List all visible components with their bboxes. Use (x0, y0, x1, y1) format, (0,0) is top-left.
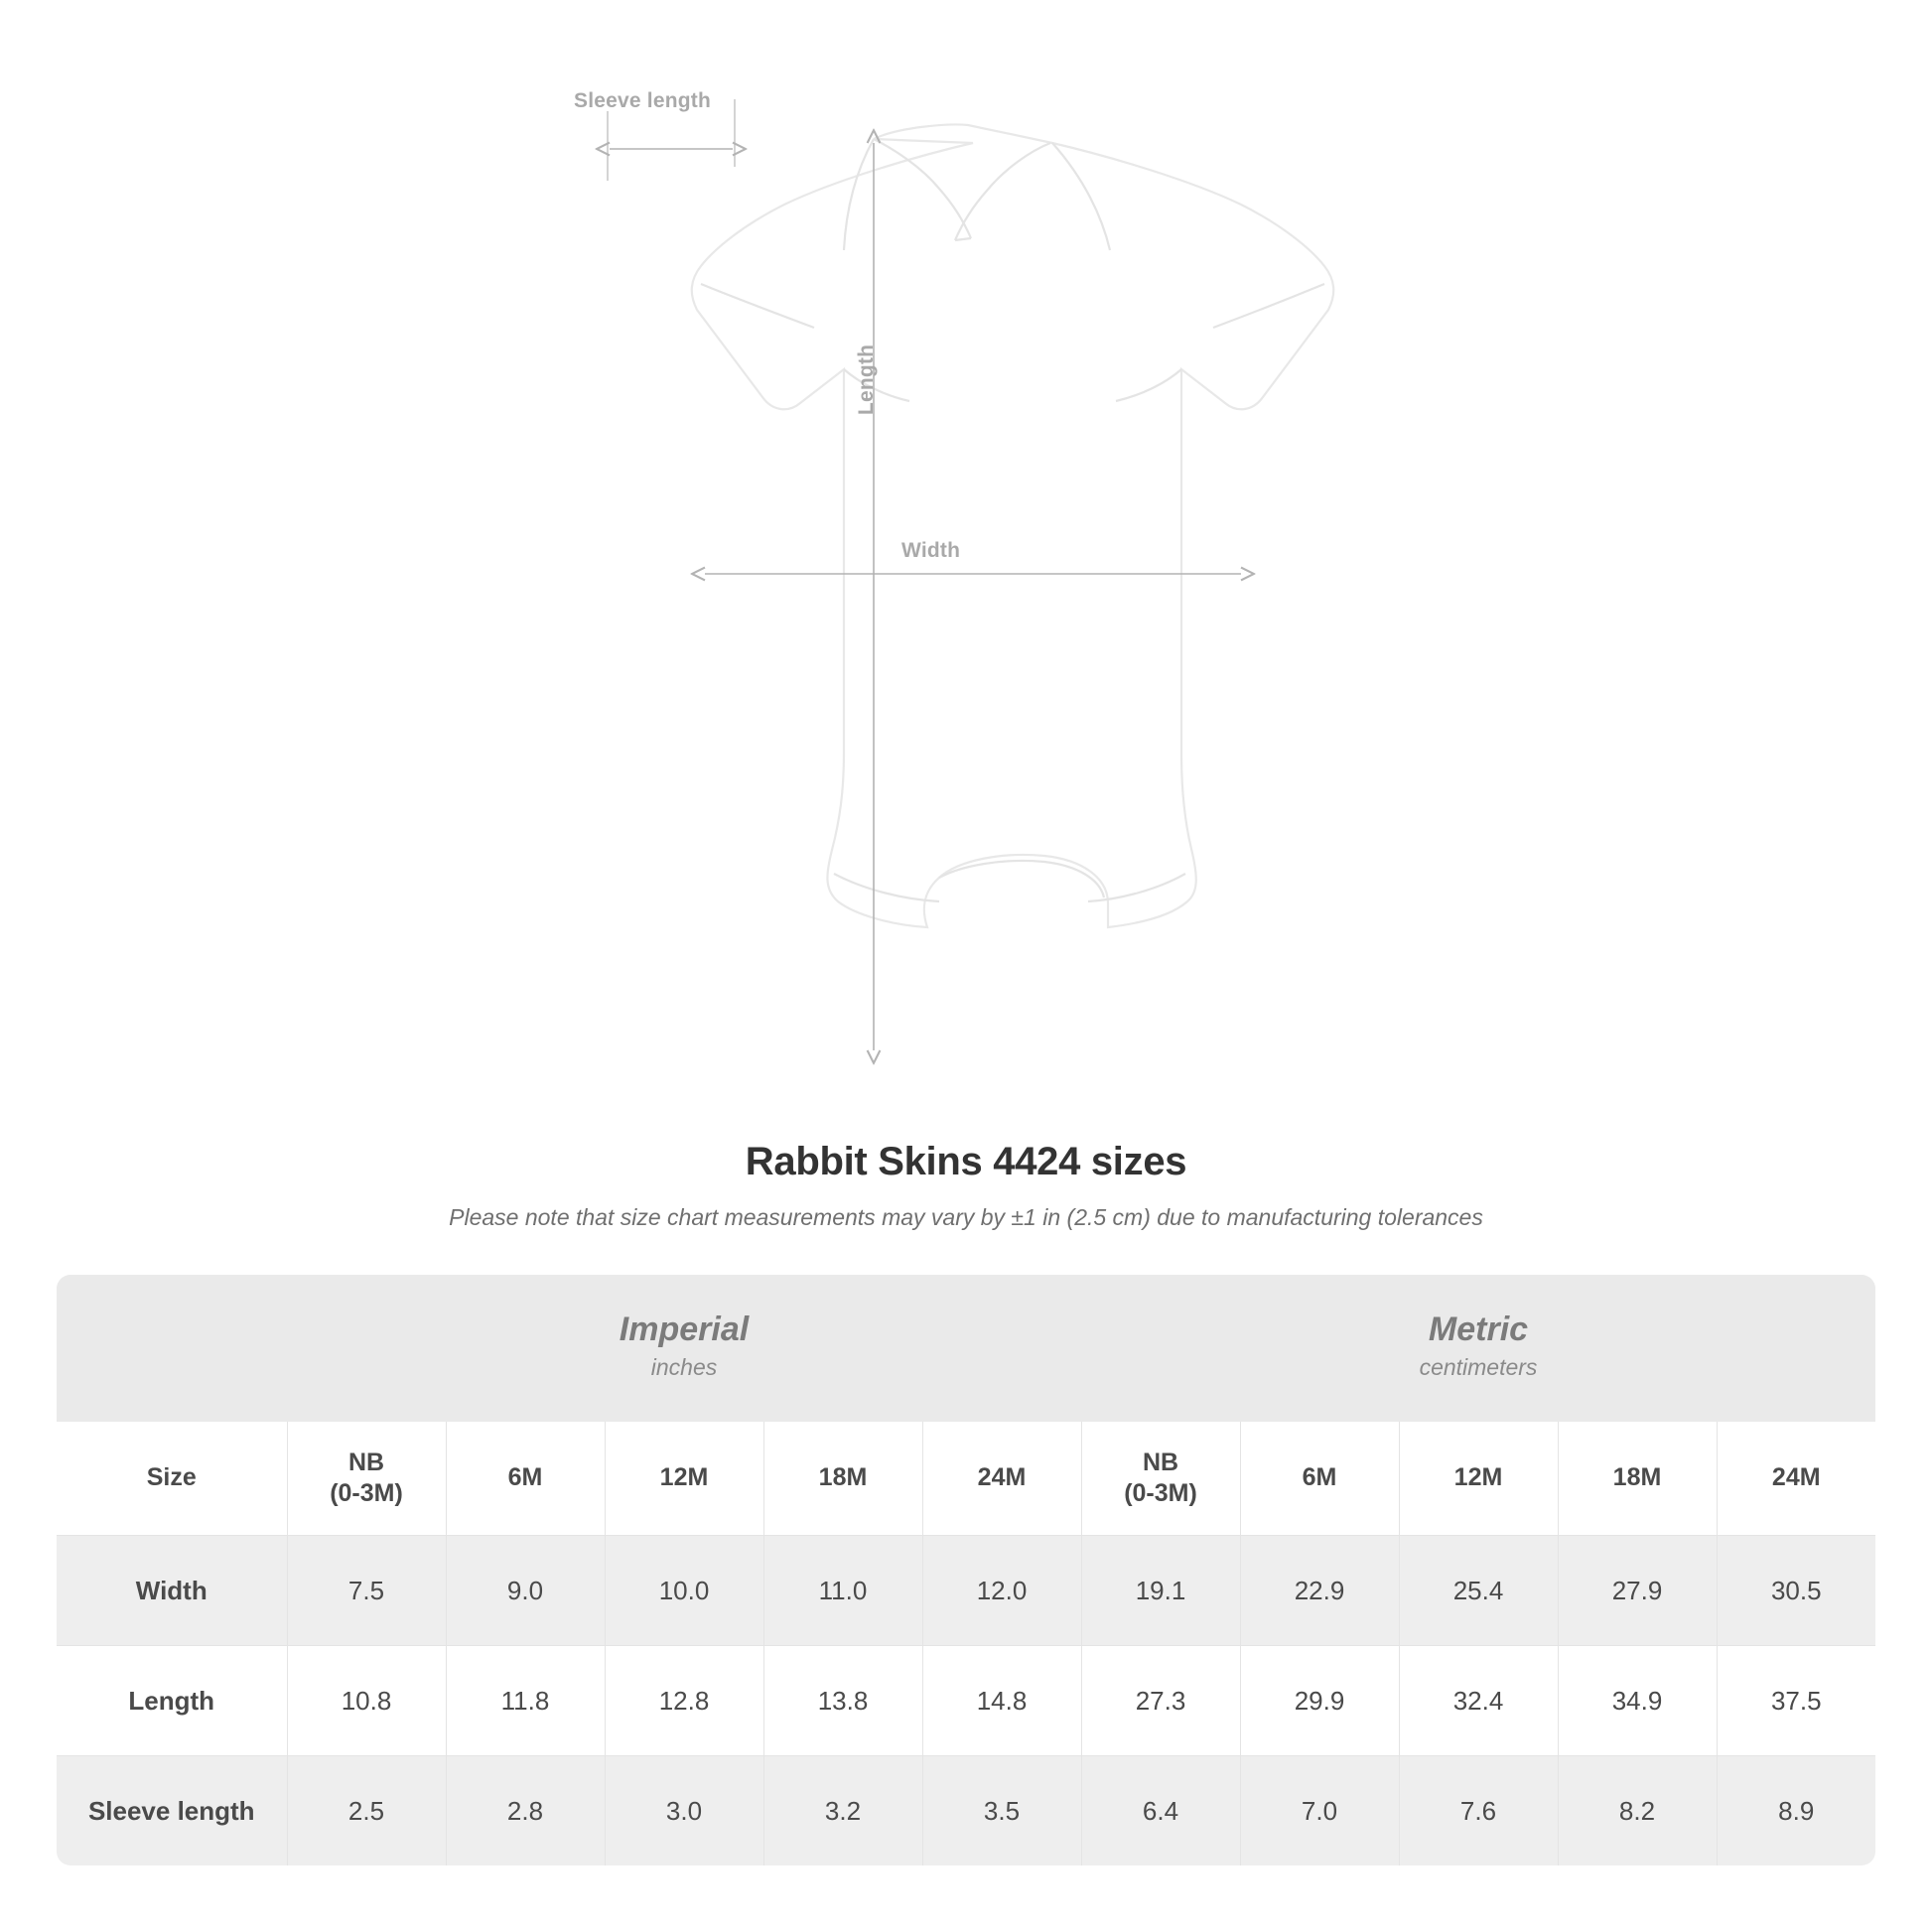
cell-sleeve-metric-24m: 8.9 (1717, 1756, 1875, 1866)
unit-group-metric-name: Metric (1428, 1311, 1529, 1349)
bodysuit-shape (692, 125, 1333, 927)
cell-sleeve-imperial-18m: 3.2 (763, 1756, 922, 1866)
cell-sleeve-imperial-nb: 2.5 (287, 1756, 446, 1866)
unit-group-imperial (287, 1275, 1081, 1422)
heading-block (0, 1140, 1932, 1231)
cell-width-metric-nb: 19.1 (1081, 1536, 1240, 1646)
cell-width-imperial-12m: 10.0 (605, 1536, 763, 1646)
header-metric-12m: 12M (1399, 1422, 1558, 1536)
cell-length-imperial-24m: 14.8 (922, 1646, 1081, 1756)
cell-sleeve-imperial-24m: 3.5 (922, 1756, 1081, 1866)
cell-length-imperial-18m: 13.8 (763, 1646, 922, 1756)
header-metric-nb (1081, 1422, 1240, 1536)
tolerance-note: Please note that size chart measurements may vary by ±1 in (2.5 cm) due to manufacturing tolerances (449, 1204, 1483, 1230)
cell-length-metric-24m: 37.5 (1717, 1646, 1875, 1756)
cell-length-metric-6m: 29.9 (1240, 1646, 1399, 1756)
header-imperial-nb-sub: (0-3M) (330, 1479, 403, 1507)
cell-width-metric-12m: 25.4 (1399, 1536, 1558, 1646)
page-title: Rabbit Skins 4424 sizes (745, 1140, 1187, 1183)
unit-header-spacer (57, 1275, 287, 1422)
header-size: Size (57, 1422, 287, 1536)
header-imperial-6m: 6M (446, 1422, 605, 1536)
cell-length-imperial-12m: 12.8 (605, 1646, 763, 1756)
cell-width-metric-18m: 27.9 (1558, 1536, 1717, 1646)
header-metric-nb-main: NB (1142, 1448, 1179, 1476)
cell-width-imperial-24m: 12.0 (922, 1536, 1081, 1646)
header-metric-18m: 18M (1558, 1422, 1717, 1536)
column-header-row (57, 1422, 1875, 1536)
row-label-sleeve-length: Sleeve length (57, 1756, 287, 1866)
header-imperial-12m: 12M (605, 1422, 763, 1536)
header-metric-24m: 24M (1717, 1422, 1875, 1536)
unit-group-metric-sub: centimeters (1419, 1354, 1538, 1381)
cell-sleeve-metric-nb: 6.4 (1081, 1756, 1240, 1866)
header-metric-6m: 6M (1240, 1422, 1399, 1536)
header-imperial-18m: 18M (763, 1422, 922, 1536)
cell-sleeve-metric-18m: 8.2 (1558, 1756, 1717, 1866)
cell-sleeve-imperial-6m: 2.8 (446, 1756, 605, 1866)
table-row (57, 1646, 1875, 1756)
cell-sleeve-metric-6m: 7.0 (1240, 1756, 1399, 1866)
cell-length-imperial-6m: 11.8 (446, 1646, 605, 1756)
table-row (57, 1756, 1875, 1866)
size-chart-table (57, 1275, 1875, 1865)
header-imperial-nb-main: NB (347, 1448, 385, 1476)
cell-length-metric-18m: 34.9 (1558, 1646, 1717, 1756)
length-label: Length (855, 344, 878, 415)
width-label: Width (901, 539, 961, 562)
cell-length-metric-12m: 32.4 (1399, 1646, 1558, 1756)
cell-sleeve-imperial-12m: 3.0 (605, 1756, 763, 1866)
unit-header-row (57, 1275, 1875, 1422)
sleeve-length-label: Sleeve length (574, 89, 711, 112)
size-chart-table-wrap (57, 1275, 1875, 1865)
header-imperial-nb (287, 1422, 446, 1536)
unit-group-metric (1081, 1275, 1875, 1422)
unit-group-imperial-sub: inches (650, 1354, 718, 1381)
row-label-width: Width (57, 1536, 287, 1646)
cell-sleeve-metric-12m: 7.6 (1399, 1756, 1558, 1866)
cell-width-imperial-18m: 11.0 (763, 1536, 922, 1646)
header-metric-nb-sub: (0-3M) (1124, 1479, 1197, 1507)
cell-width-imperial-nb: 7.5 (287, 1536, 446, 1646)
cell-length-imperial-nb: 10.8 (287, 1646, 446, 1756)
cell-length-metric-nb: 27.3 (1081, 1646, 1240, 1756)
cell-width-metric-6m: 22.9 (1240, 1536, 1399, 1646)
cell-width-metric-24m: 30.5 (1717, 1536, 1875, 1646)
row-label-length: Length (57, 1646, 287, 1756)
header-imperial-24m: 24M (922, 1422, 1081, 1536)
table-row (57, 1536, 1875, 1646)
unit-group-imperial-name: Imperial (619, 1311, 750, 1349)
cell-width-imperial-6m: 9.0 (446, 1536, 605, 1646)
